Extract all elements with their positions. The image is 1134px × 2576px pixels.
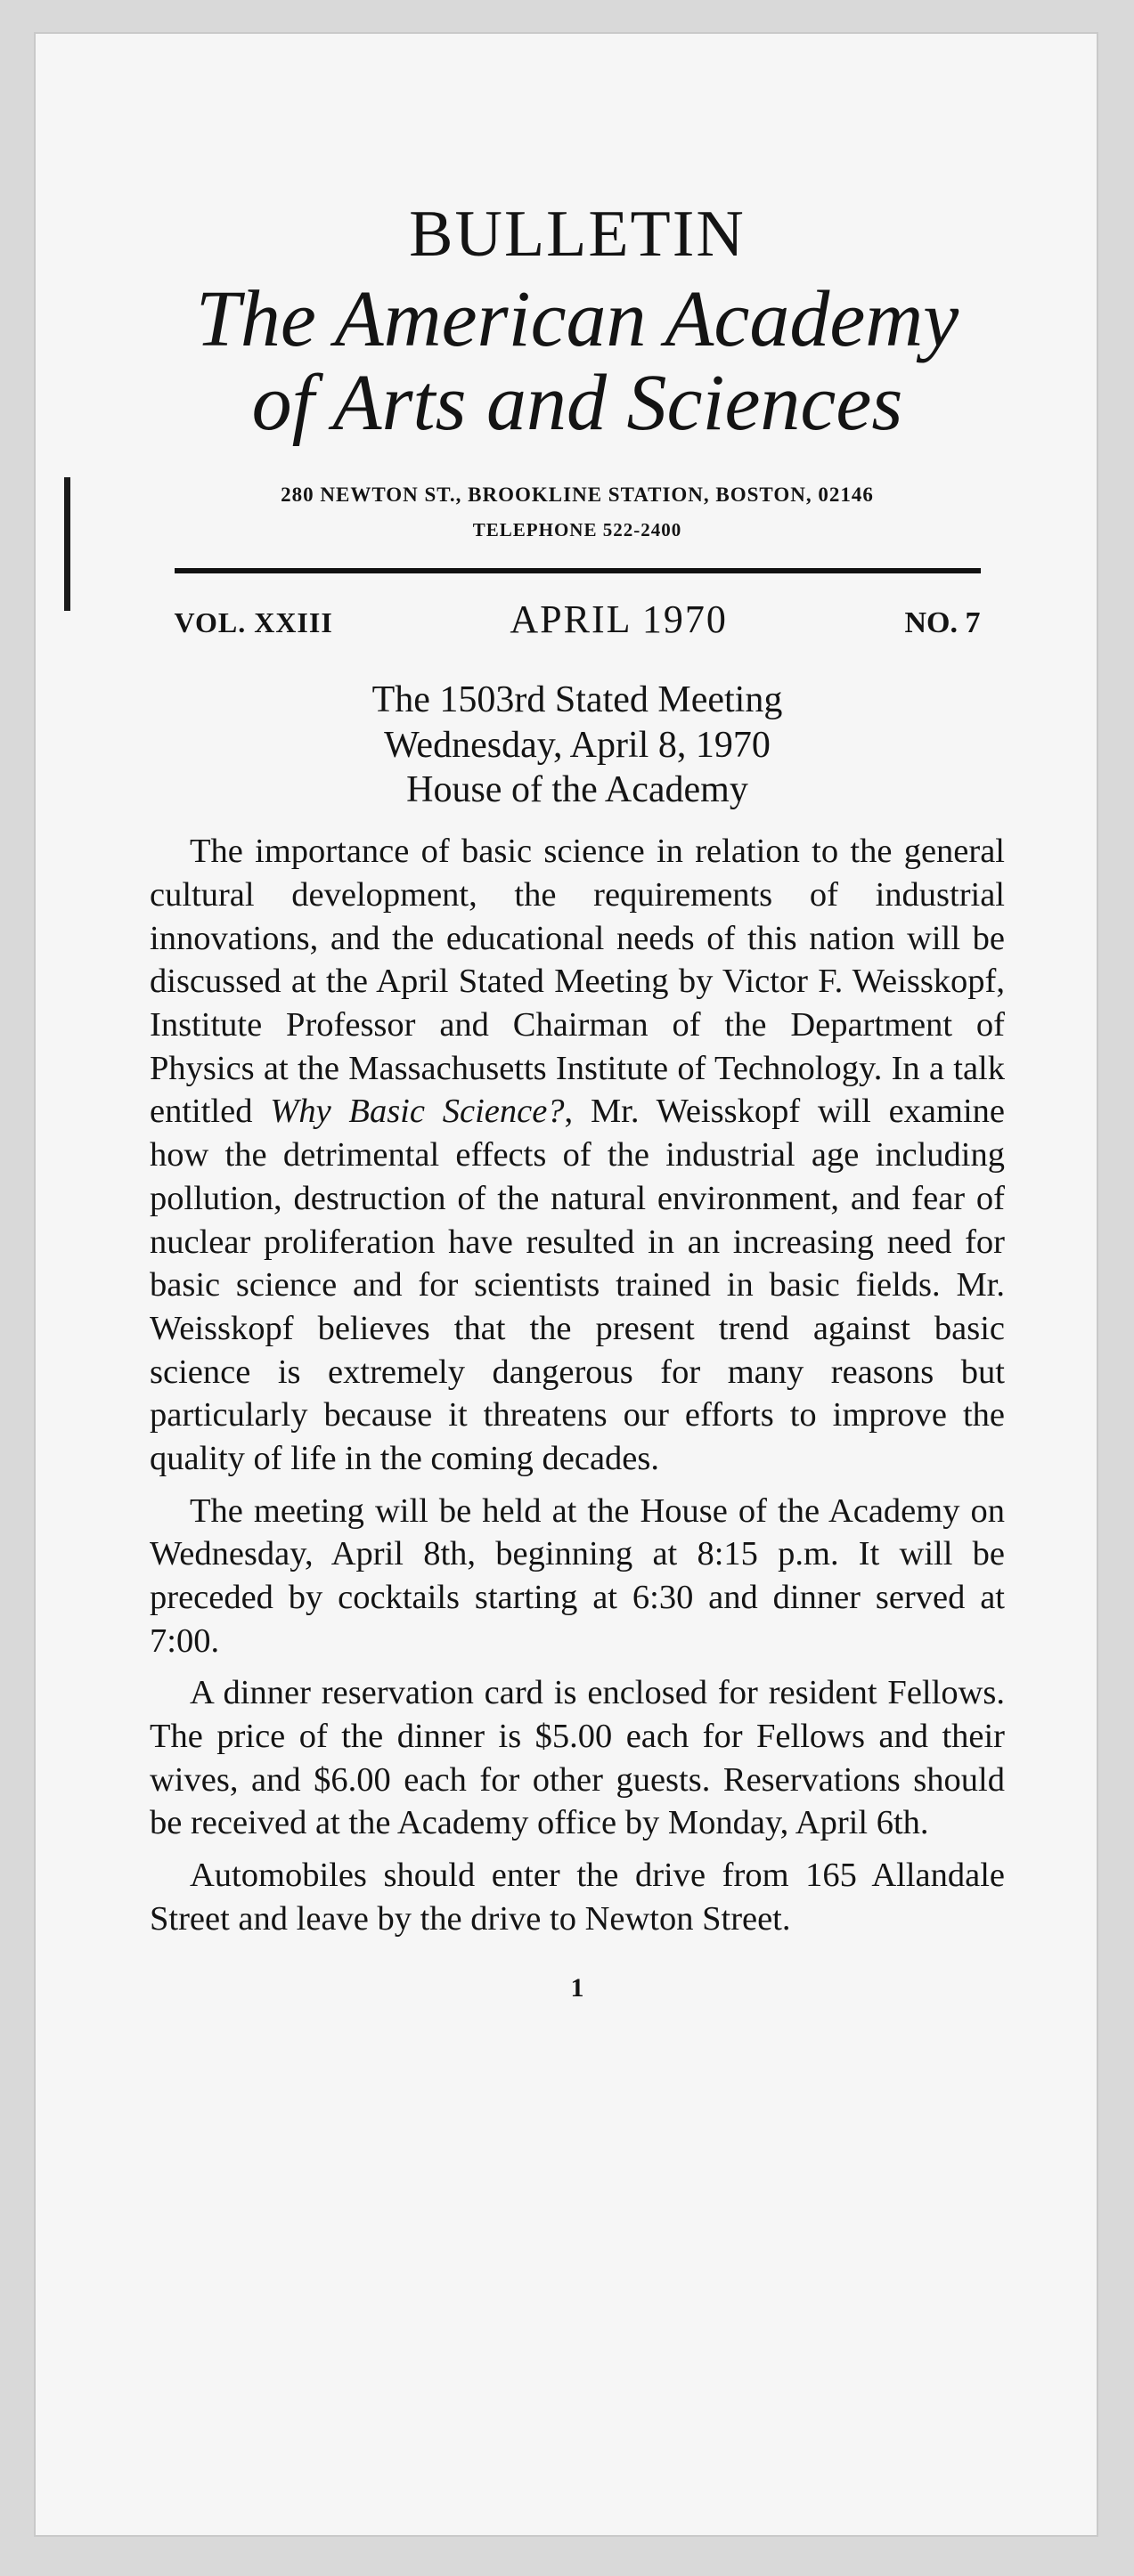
page-number: 1	[570, 1972, 584, 2003]
issue-line	[175, 597, 981, 642]
organization-name-line-2: of Arts and Sciences	[251, 358, 903, 447]
binding-mark	[64, 477, 70, 611]
paragraph-4: Automobiles should enter the drive from 165 Allandale Street and leave by the drive to Newton Street.	[150, 1857, 1005, 1938]
paragraph-2: The meeting will be held at the House of the Academy on Wednesday, April 8th, beginning at 8:15 p.m. It will be preceded by cocktails starting at 6:30 and dinner served at 7:00.	[150, 1491, 1005, 1660]
talk-title: Why Basic Science?	[270, 1093, 565, 1131]
paragraph-1	[150, 830, 1005, 1480]
header-rule	[175, 568, 981, 573]
issue-number: NO. 7	[904, 606, 981, 640]
volume: VOL. XXIII	[174, 606, 333, 639]
issue-date: APRIL 1970	[510, 597, 728, 642]
meeting-title: The 1503rd Stated Meeting	[371, 679, 783, 721]
meeting-place: House of the Academy	[406, 768, 748, 810]
meeting-date: Wednesday, April 8, 1970	[384, 724, 771, 766]
address: 280 NEWTON ST., BROOKLINE STATION, BOSTON, 02146	[281, 484, 874, 507]
bulletin-page	[34, 32, 1098, 2537]
telephone: TELEPHONE 522-2400	[472, 519, 682, 541]
paragraph-1-start: The importance of basic science in relation to the general cultural development, the requirements of industrial innovations, and the educational needs of this nation will be discussed at the April Stated Meeting by Victor F. Weisskopf, Institute Professor and Chairman of the Department of Physics at the Massachusetts Institute of Technology. In a talk entitled	[150, 833, 1005, 1131]
paragraph-1-end: , Mr. Weisskopf will examine how the detrimental effects of the industrial age including pollution, destruction of the natural environment, and fear of nuclear proliferation have resulted in an increasing need for basic science and for scientists trained in basic fields. Mr. Weisskopf believes that the present trend against basic science is extremely dangerous for many reasons but particularly because it threatens our efforts to improve the quality of life in the coming decades.	[150, 1093, 1005, 1477]
bulletin-title: BULLETIN	[409, 198, 746, 271]
organization-name-line-1: The American Academy	[195, 275, 959, 363]
meeting-heading	[150, 678, 1005, 812]
organization-name	[150, 275, 1005, 447]
paragraph-3: A dinner reservation card is enclosed for resident Fellows. The price of the dinner is $5.00 each for Fellows and their wives, and $6.00 each for other guests. Reservations should be received at the Academy office by Monday, April 6th.	[150, 1674, 1005, 1842]
page-content	[150, 198, 1005, 2003]
